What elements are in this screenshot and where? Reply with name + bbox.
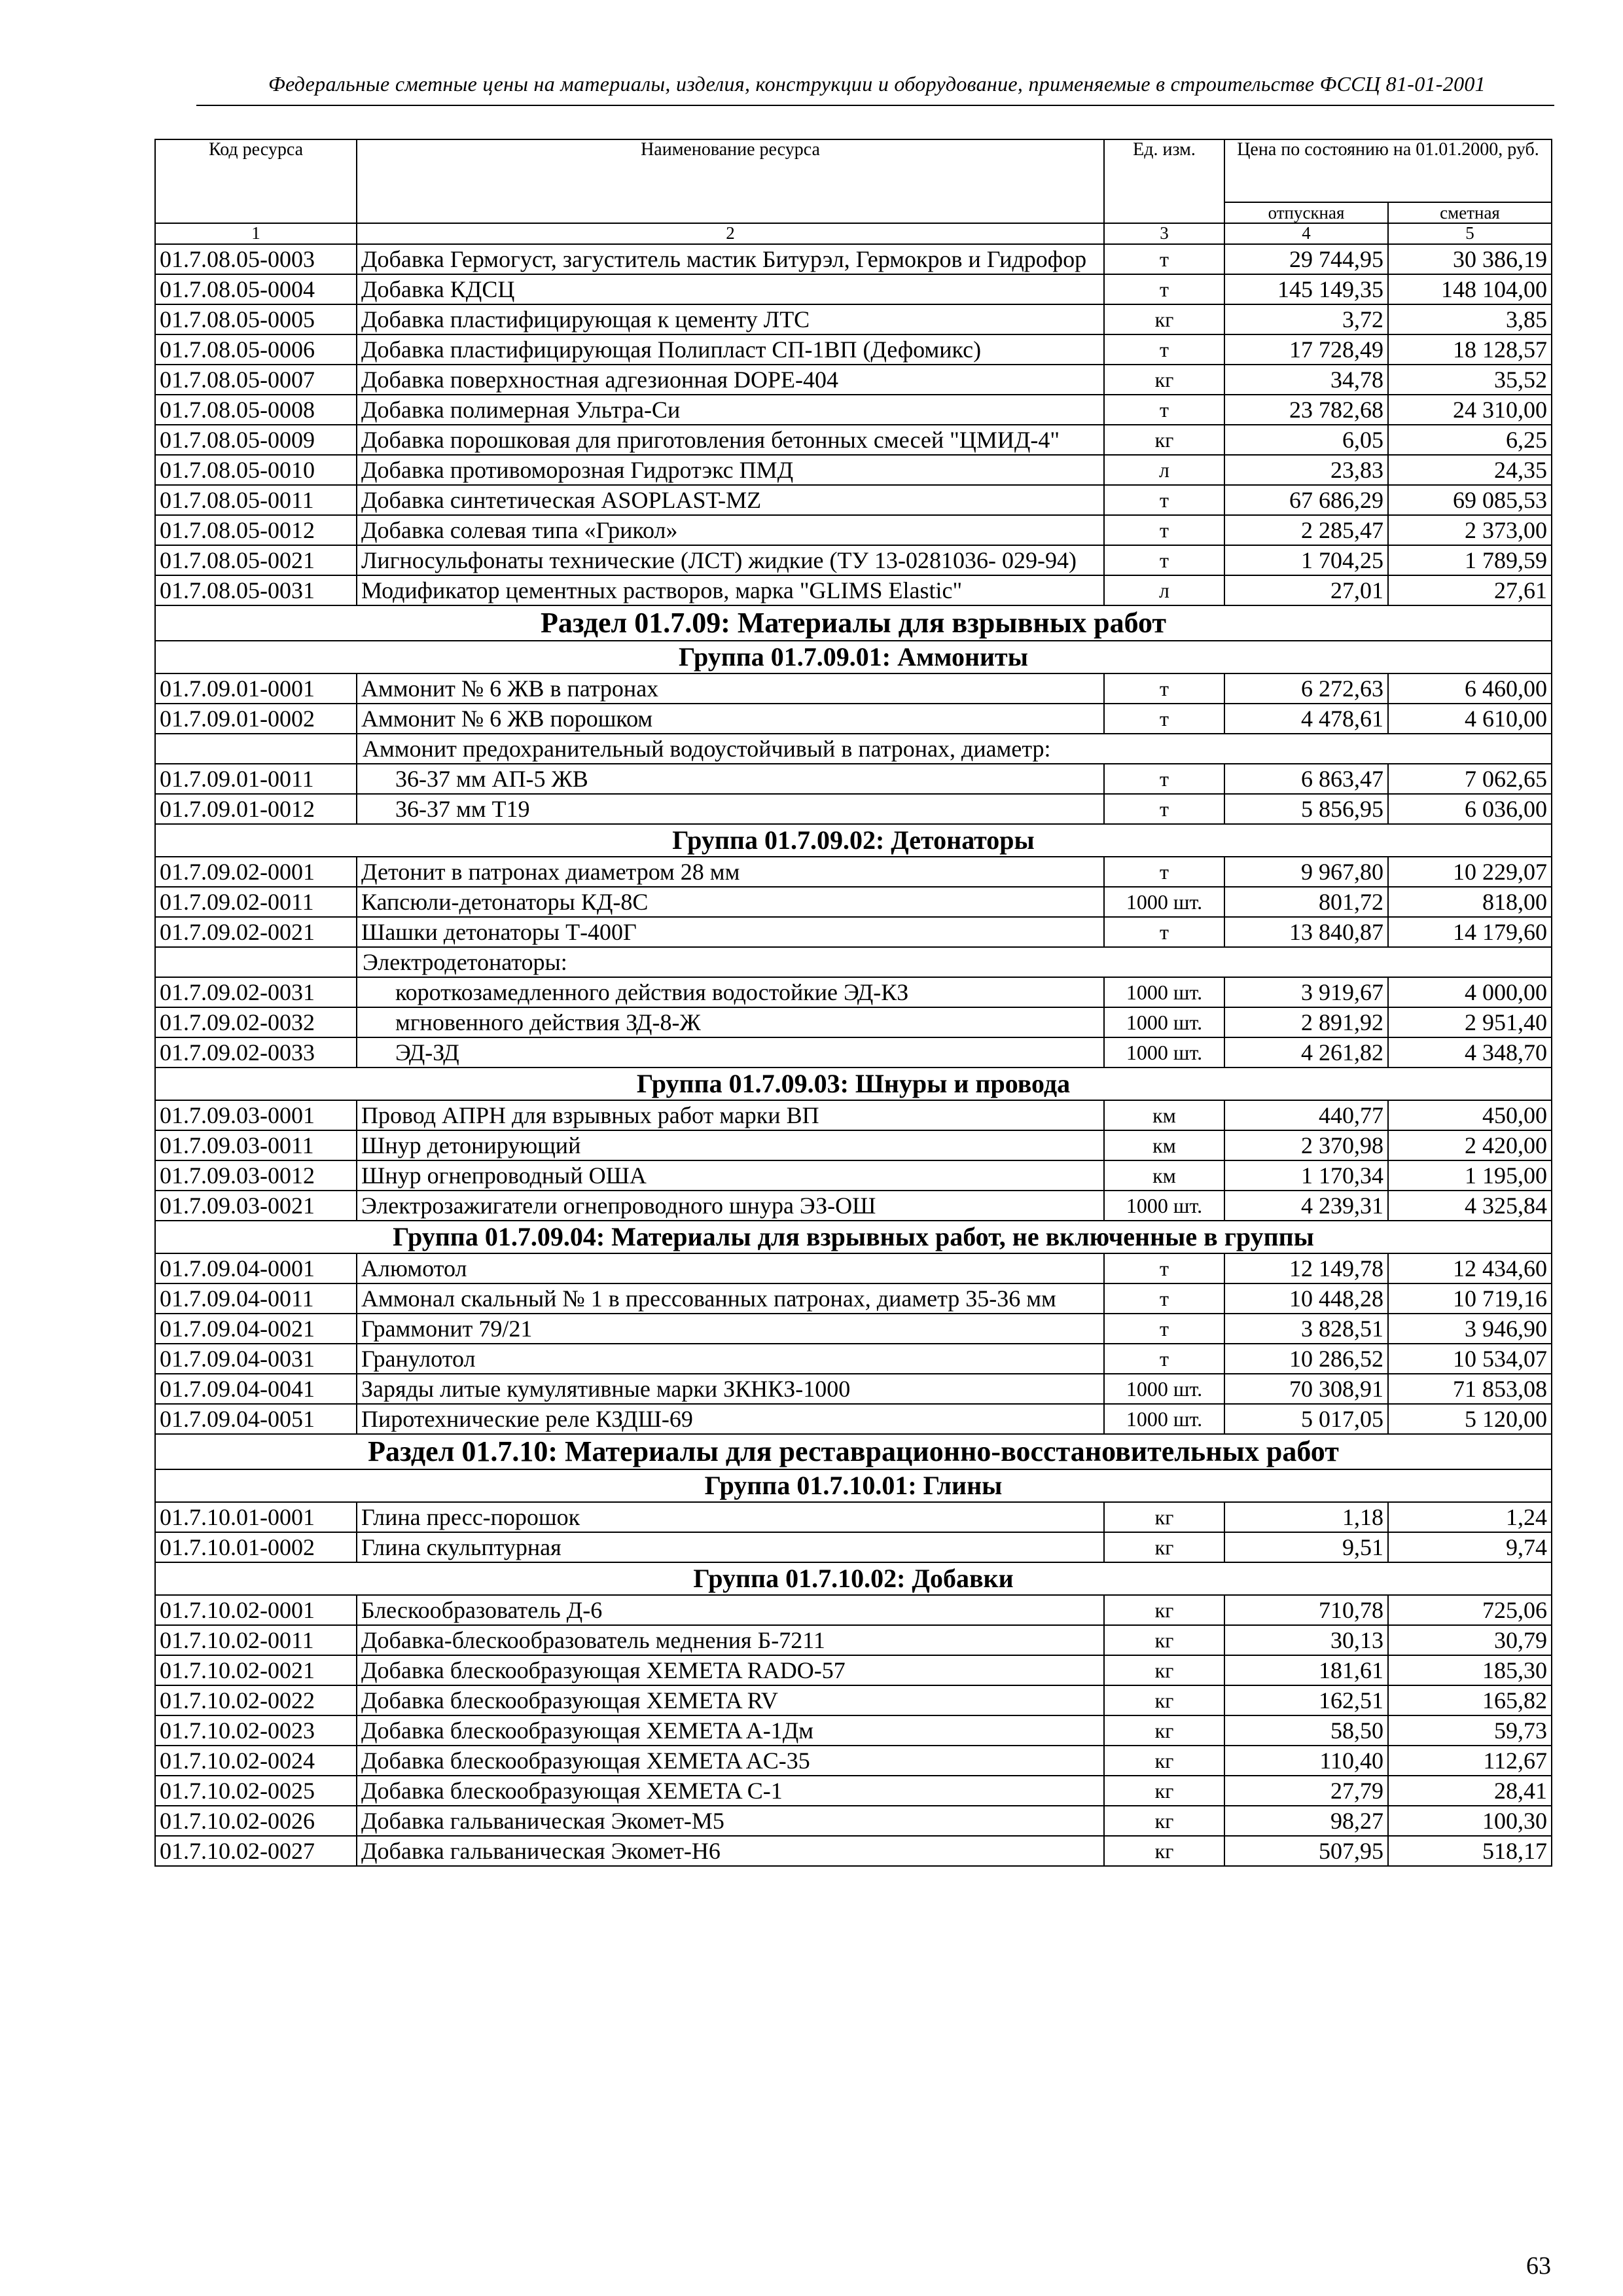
group-row bbox=[155, 641, 1552, 673]
subheading-row bbox=[155, 734, 1552, 764]
page-number: 63 bbox=[1526, 2252, 1551, 2280]
code-cell: 01.7.10.02-0001 bbox=[155, 1595, 357, 1625]
unit-cell: кг bbox=[1104, 1685, 1224, 1715]
price-estimate-cell: 71 853,08 bbox=[1388, 1374, 1552, 1404]
table-row bbox=[155, 1836, 1552, 1866]
table-row bbox=[155, 455, 1552, 485]
table-row bbox=[155, 1283, 1552, 1314]
name-cell: Шашки детонаторы Т-400Г bbox=[357, 917, 1104, 947]
price-wholesale-cell: 1 704,25 bbox=[1224, 545, 1388, 575]
table-row bbox=[155, 1655, 1552, 1685]
price-estimate-cell: 4 325,84 bbox=[1388, 1191, 1552, 1221]
price-estimate-cell: 30 386,19 bbox=[1388, 244, 1552, 274]
table-row bbox=[155, 917, 1552, 947]
name-cell: Пиротехнические реле КЗДШ-69 bbox=[357, 1404, 1104, 1434]
price-wholesale-cell: 9 967,80 bbox=[1224, 857, 1388, 887]
table-row bbox=[155, 1625, 1552, 1655]
column-number: 1 bbox=[155, 223, 357, 244]
table-row bbox=[155, 485, 1552, 515]
section-title: Раздел 01.7.10: Материалы для реставрационно-восстановительных работ bbox=[155, 1434, 1552, 1469]
code-cell: 01.7.09.04-0011 bbox=[155, 1283, 357, 1314]
table-row bbox=[155, 887, 1552, 917]
name-cell: Добавка полимерная Ультра-Си bbox=[357, 395, 1104, 425]
price-estimate-cell: 518,17 bbox=[1388, 1836, 1552, 1866]
name-cell: Добавка синтетическая ASOPLAST-MZ bbox=[357, 485, 1104, 515]
price-estimate-cell: 6 460,00 bbox=[1388, 673, 1552, 704]
code-cell: 01.7.08.05-0010 bbox=[155, 455, 357, 485]
table-row bbox=[155, 1404, 1552, 1434]
table-row bbox=[155, 395, 1552, 425]
table-row bbox=[155, 1746, 1552, 1776]
price-wholesale-cell: 9,51 bbox=[1224, 1532, 1388, 1562]
table-row bbox=[155, 1191, 1552, 1221]
unit-cell: т bbox=[1104, 794, 1224, 824]
price-wholesale-cell: 2 370,98 bbox=[1224, 1130, 1388, 1160]
price-wholesale-cell: 10 448,28 bbox=[1224, 1283, 1388, 1314]
price-estimate-cell: 7 062,65 bbox=[1388, 764, 1552, 794]
unit-cell: т bbox=[1104, 1314, 1224, 1344]
subheading-text: Аммонит предохранительный водоустойчивый в патронах, диаметр: bbox=[357, 734, 1552, 764]
group-row bbox=[155, 824, 1552, 857]
code-cell: 01.7.10.02-0025 bbox=[155, 1776, 357, 1806]
price-estimate-cell: 112,67 bbox=[1388, 1746, 1552, 1776]
price-wholesale-cell: 440,77 bbox=[1224, 1100, 1388, 1130]
name-cell: Добавка пластифицирующая к цементу ЛТС bbox=[357, 304, 1104, 334]
table-row bbox=[155, 1502, 1552, 1532]
code-cell: 01.7.09.04-0001 bbox=[155, 1253, 357, 1283]
name-cell: 36-37 мм АП-5 ЖВ bbox=[357, 764, 1104, 794]
unit-cell: 1000 шт. bbox=[1104, 887, 1224, 917]
name-cell: Шнур детонирующий bbox=[357, 1130, 1104, 1160]
name-cell: Глина скульптурная bbox=[357, 1532, 1104, 1562]
price-wholesale-cell: 801,72 bbox=[1224, 887, 1388, 917]
price-wholesale-cell: 34,78 bbox=[1224, 365, 1388, 395]
price-wholesale-cell: 2 285,47 bbox=[1224, 515, 1388, 545]
code-cell: 01.7.10.02-0023 bbox=[155, 1715, 357, 1746]
name-cell: Добавка гальваническая Экомет-Н6 bbox=[357, 1836, 1104, 1866]
unit-cell: км bbox=[1104, 1130, 1224, 1160]
unit-cell: т bbox=[1104, 244, 1224, 274]
code-cell: 01.7.09.02-0033 bbox=[155, 1037, 357, 1067]
table-row bbox=[155, 334, 1552, 365]
price-wholesale-cell: 58,50 bbox=[1224, 1715, 1388, 1746]
code-cell: 01.7.08.05-0006 bbox=[155, 334, 357, 365]
price-estimate-cell: 18 128,57 bbox=[1388, 334, 1552, 365]
section-row bbox=[155, 1434, 1552, 1469]
name-cell: ЭД-ЗД bbox=[357, 1037, 1104, 1067]
price-estimate-cell: 30,79 bbox=[1388, 1625, 1552, 1655]
column-number: 5 bbox=[1388, 223, 1552, 244]
price-wholesale-cell: 98,27 bbox=[1224, 1806, 1388, 1836]
table-row bbox=[155, 304, 1552, 334]
code-cell: 01.7.09.03-0021 bbox=[155, 1191, 357, 1221]
unit-cell: т bbox=[1104, 704, 1224, 734]
unit-cell: кг bbox=[1104, 1532, 1224, 1562]
price-estimate-cell: 35,52 bbox=[1388, 365, 1552, 395]
column-number: 3 bbox=[1104, 223, 1224, 244]
price-wholesale-cell: 6 863,47 bbox=[1224, 764, 1388, 794]
price-estimate-cell: 1 195,00 bbox=[1388, 1160, 1552, 1191]
column-number: 4 bbox=[1224, 223, 1388, 244]
name-cell: Добавка гальваническая Экомет-М5 bbox=[357, 1806, 1104, 1836]
header-price: Цена по состоянию на 01.01.2000, руб. bbox=[1224, 139, 1552, 202]
name-cell: Глина пресс-порошок bbox=[357, 1502, 1104, 1532]
unit-cell: т bbox=[1104, 274, 1224, 304]
price-estimate-cell: 2 951,40 bbox=[1388, 1007, 1552, 1037]
price-estimate-cell: 59,73 bbox=[1388, 1715, 1552, 1746]
price-wholesale-cell: 4 239,31 bbox=[1224, 1191, 1388, 1221]
header-unit: Ед. изм. bbox=[1104, 139, 1224, 223]
code-cell: 01.7.09.02-0011 bbox=[155, 887, 357, 917]
code-cell: 01.7.09.03-0001 bbox=[155, 1100, 357, 1130]
name-cell: короткозамедленного действия водостойкие ЭД-КЗ bbox=[357, 977, 1104, 1007]
header-rule bbox=[196, 105, 1554, 106]
code-cell: 01.7.10.02-0011 bbox=[155, 1625, 357, 1655]
price-estimate-cell: 69 085,53 bbox=[1388, 485, 1552, 515]
subheading-text: Электродетонаторы: bbox=[357, 947, 1552, 977]
code-cell: 01.7.09.04-0041 bbox=[155, 1374, 357, 1404]
price-wholesale-cell: 17 728,49 bbox=[1224, 334, 1388, 365]
price-wholesale-cell: 145 149,35 bbox=[1224, 274, 1388, 304]
unit-cell: 1000 шт. bbox=[1104, 1404, 1224, 1434]
price-estimate-cell: 10 719,16 bbox=[1388, 1283, 1552, 1314]
unit-cell: кг bbox=[1104, 1625, 1224, 1655]
group-title: Группа 01.7.09.02: Детонаторы bbox=[155, 824, 1552, 857]
name-cell: 36-37 мм Т19 bbox=[357, 794, 1104, 824]
unit-cell: км bbox=[1104, 1100, 1224, 1130]
table-row bbox=[155, 1037, 1552, 1067]
name-cell: Добавка Гермогуст, загуститель мастик Битурэл, Гермокров и Гидрофор bbox=[357, 244, 1104, 274]
price-estimate-cell: 10 534,07 bbox=[1388, 1344, 1552, 1374]
name-cell: Добавка блескообразующая XEMETA RADO-57 bbox=[357, 1655, 1104, 1685]
running-header: Федеральные сметные цены на материалы, изделия, конструкции и оборудование, применяемые в строительстве ФССЦ 81-01-2001 bbox=[268, 72, 1486, 96]
table-row bbox=[155, 1344, 1552, 1374]
table-body bbox=[155, 244, 1552, 1866]
price-estimate-cell: 185,30 bbox=[1388, 1655, 1552, 1685]
table-row bbox=[155, 794, 1552, 824]
code-cell bbox=[155, 947, 357, 977]
group-row bbox=[155, 1469, 1552, 1502]
table-row bbox=[155, 274, 1552, 304]
name-cell: Гранулотол bbox=[357, 1344, 1104, 1374]
unit-cell: 1000 шт. bbox=[1104, 1191, 1224, 1221]
group-title: Группа 01.7.10.01: Глины bbox=[155, 1469, 1552, 1502]
group-title: Группа 01.7.09.04: Материалы для взрывных работ, не включенные в группы bbox=[155, 1221, 1552, 1253]
code-cell: 01.7.09.01-0001 bbox=[155, 673, 357, 704]
table-row bbox=[155, 1532, 1552, 1562]
table-row bbox=[155, 244, 1552, 274]
name-cell: мгновенного действия ЗД-8-Ж bbox=[357, 1007, 1104, 1037]
price-estimate-cell: 5 120,00 bbox=[1388, 1404, 1552, 1434]
unit-cell: т bbox=[1104, 545, 1224, 575]
unit-cell: кг bbox=[1104, 1595, 1224, 1625]
code-cell: 01.7.10.02-0024 bbox=[155, 1746, 357, 1776]
price-estimate-cell: 3 946,90 bbox=[1388, 1314, 1552, 1344]
unit-cell: кг bbox=[1104, 1836, 1224, 1866]
table-row bbox=[155, 977, 1552, 1007]
price-estimate-cell: 1,24 bbox=[1388, 1502, 1552, 1532]
name-cell: Алюмотол bbox=[357, 1253, 1104, 1283]
name-cell: Добавка пластифицирующая Полипласт СП-1ВП (Дефомикс) bbox=[357, 334, 1104, 365]
price-estimate-cell: 165,82 bbox=[1388, 1685, 1552, 1715]
name-cell: Провод АПРН для взрывных работ марки ВП bbox=[357, 1100, 1104, 1130]
price-estimate-cell: 450,00 bbox=[1388, 1100, 1552, 1130]
price-estimate-cell: 6,25 bbox=[1388, 425, 1552, 455]
code-cell: 01.7.09.02-0032 bbox=[155, 1007, 357, 1037]
unit-cell: кг bbox=[1104, 1806, 1224, 1836]
section-row bbox=[155, 605, 1552, 641]
name-cell: Добавка противоморозная Гидротэкс ПМД bbox=[357, 455, 1104, 485]
unit-cell: т bbox=[1104, 1344, 1224, 1374]
name-cell: Добавка блескообразующая XEMETA C-1 bbox=[357, 1776, 1104, 1806]
price-wholesale-cell: 5 017,05 bbox=[1224, 1404, 1388, 1434]
code-cell: 01.7.08.05-0009 bbox=[155, 425, 357, 455]
unit-cell: т bbox=[1104, 334, 1224, 365]
name-cell: Детонит в патронах диаметром 28 мм bbox=[357, 857, 1104, 887]
unit-cell: кг bbox=[1104, 1746, 1224, 1776]
table-row bbox=[155, 425, 1552, 455]
code-cell: 01.7.10.02-0022 bbox=[155, 1685, 357, 1715]
code-cell: 01.7.08.05-0012 bbox=[155, 515, 357, 545]
unit-cell: 1000 шт. bbox=[1104, 1037, 1224, 1067]
price-wholesale-cell: 181,61 bbox=[1224, 1655, 1388, 1685]
name-cell: Добавка блескообразующая XEMETA AC-35 bbox=[357, 1746, 1104, 1776]
price-wholesale-cell: 3,72 bbox=[1224, 304, 1388, 334]
name-cell: Аммонит № 6 ЖВ в патронах bbox=[357, 673, 1104, 704]
price-estimate-cell: 28,41 bbox=[1388, 1776, 1552, 1806]
price-wholesale-cell: 13 840,87 bbox=[1224, 917, 1388, 947]
price-wholesale-cell: 507,95 bbox=[1224, 1836, 1388, 1866]
table-row bbox=[155, 365, 1552, 395]
price-estimate-cell: 1 789,59 bbox=[1388, 545, 1552, 575]
price-estimate-cell: 27,61 bbox=[1388, 575, 1552, 605]
table-row bbox=[155, 764, 1552, 794]
unit-cell: 1000 шт. bbox=[1104, 1007, 1224, 1037]
subheading-row bbox=[155, 947, 1552, 977]
name-cell: Добавка КДСЦ bbox=[357, 274, 1104, 304]
table-row bbox=[155, 1715, 1552, 1746]
price-wholesale-cell: 10 286,52 bbox=[1224, 1344, 1388, 1374]
code-cell: 01.7.09.02-0021 bbox=[155, 917, 357, 947]
price-wholesale-cell: 23,83 bbox=[1224, 455, 1388, 485]
code-cell: 01.7.09.01-0012 bbox=[155, 794, 357, 824]
code-cell: 01.7.08.05-0021 bbox=[155, 545, 357, 575]
name-cell: Добавка порошковая для приготовления бетонных смесей "ЦМИД-4" bbox=[357, 425, 1104, 455]
unit-cell: т bbox=[1104, 764, 1224, 794]
section-title: Раздел 01.7.09: Материалы для взрывных работ bbox=[155, 605, 1552, 641]
unit-cell: км bbox=[1104, 1160, 1224, 1191]
table-row bbox=[155, 1160, 1552, 1191]
price-estimate-cell: 148 104,00 bbox=[1388, 274, 1552, 304]
price-wholesale-cell: 4 261,82 bbox=[1224, 1037, 1388, 1067]
price-wholesale-cell: 3 919,67 bbox=[1224, 977, 1388, 1007]
table-row bbox=[155, 545, 1552, 575]
price-estimate-cell: 9,74 bbox=[1388, 1532, 1552, 1562]
name-cell: Капсюли-детонаторы КД-8С bbox=[357, 887, 1104, 917]
column-number: 2 bbox=[357, 223, 1104, 244]
price-wholesale-cell: 110,40 bbox=[1224, 1746, 1388, 1776]
unit-cell: т bbox=[1104, 395, 1224, 425]
price-wholesale-cell: 5 856,95 bbox=[1224, 794, 1388, 824]
unit-cell: т bbox=[1104, 917, 1224, 947]
table-row bbox=[155, 704, 1552, 734]
unit-cell: т bbox=[1104, 857, 1224, 887]
header-name: Наименование ресурса bbox=[357, 139, 1104, 223]
price-estimate-cell: 2 420,00 bbox=[1388, 1130, 1552, 1160]
unit-cell: л bbox=[1104, 455, 1224, 485]
price-wholesale-cell: 3 828,51 bbox=[1224, 1314, 1388, 1344]
unit-cell: т bbox=[1104, 673, 1224, 704]
price-estimate-cell: 2 373,00 bbox=[1388, 515, 1552, 545]
price-wholesale-cell: 27,79 bbox=[1224, 1776, 1388, 1806]
unit-cell: кг bbox=[1104, 304, 1224, 334]
table-row bbox=[155, 575, 1552, 605]
price-wholesale-cell: 4 478,61 bbox=[1224, 704, 1388, 734]
code-cell: 01.7.09.03-0012 bbox=[155, 1160, 357, 1191]
price-estimate-cell: 24 310,00 bbox=[1388, 395, 1552, 425]
name-cell: Лигносульфонаты технические (ЛСТ) жидкие (ТУ 13-0281036- 029-94) bbox=[357, 545, 1104, 575]
price-estimate-cell: 100,30 bbox=[1388, 1806, 1552, 1836]
table-row bbox=[155, 1806, 1552, 1836]
price-wholesale-cell: 30,13 bbox=[1224, 1625, 1388, 1655]
unit-cell: т bbox=[1104, 1283, 1224, 1314]
unit-cell: кг bbox=[1104, 1776, 1224, 1806]
name-cell: Добавка блескообразующая XEMETA A-1Дм bbox=[357, 1715, 1104, 1746]
code-cell: 01.7.09.04-0031 bbox=[155, 1344, 357, 1374]
table-row bbox=[155, 1007, 1552, 1037]
table-row bbox=[155, 1595, 1552, 1625]
code-cell: 01.7.09.02-0001 bbox=[155, 857, 357, 887]
price-wholesale-cell: 12 149,78 bbox=[1224, 1253, 1388, 1283]
header-price-estimate: сметная bbox=[1388, 202, 1552, 223]
code-cell: 01.7.10.02-0021 bbox=[155, 1655, 357, 1685]
header-price-wholesale: отпускная bbox=[1224, 202, 1388, 223]
price-estimate-cell: 3,85 bbox=[1388, 304, 1552, 334]
code-cell: 01.7.10.02-0027 bbox=[155, 1836, 357, 1866]
price-estimate-cell: 10 229,07 bbox=[1388, 857, 1552, 887]
price-wholesale-cell: 162,51 bbox=[1224, 1685, 1388, 1715]
name-cell: Добавка поверхностная адгезионная DOPE-404 bbox=[357, 365, 1104, 395]
name-cell: Блескообразователь Д-6 bbox=[357, 1595, 1104, 1625]
code-cell: 01.7.08.05-0005 bbox=[155, 304, 357, 334]
price-wholesale-cell: 1,18 bbox=[1224, 1502, 1388, 1532]
code-cell: 01.7.09.01-0011 bbox=[155, 764, 357, 794]
unit-cell: кг bbox=[1104, 365, 1224, 395]
price-estimate-cell: 4 610,00 bbox=[1388, 704, 1552, 734]
unit-cell: т bbox=[1104, 1253, 1224, 1283]
price-table bbox=[154, 139, 1552, 1867]
group-title: Группа 01.7.09.01: Аммониты bbox=[155, 641, 1552, 673]
table-row bbox=[155, 1253, 1552, 1283]
name-cell: Шнур огнепроводный ОША bbox=[357, 1160, 1104, 1191]
unit-cell: кг bbox=[1104, 1715, 1224, 1746]
code-cell: 01.7.08.05-0007 bbox=[155, 365, 357, 395]
price-wholesale-cell: 6,05 bbox=[1224, 425, 1388, 455]
code-cell bbox=[155, 734, 357, 764]
group-title: Группа 01.7.09.03: Шнуры и провода bbox=[155, 1067, 1552, 1100]
price-wholesale-cell: 710,78 bbox=[1224, 1595, 1388, 1625]
unit-cell: 1000 шт. bbox=[1104, 1374, 1224, 1404]
price-wholesale-cell: 2 891,92 bbox=[1224, 1007, 1388, 1037]
table-row bbox=[155, 673, 1552, 704]
price-wholesale-cell: 29 744,95 bbox=[1224, 244, 1388, 274]
unit-cell: л bbox=[1104, 575, 1224, 605]
unit-cell: т bbox=[1104, 515, 1224, 545]
code-cell: 01.7.08.05-0011 bbox=[155, 485, 357, 515]
table-header bbox=[155, 139, 1552, 244]
code-cell: 01.7.09.04-0021 bbox=[155, 1314, 357, 1344]
header-code: Код ресурса bbox=[155, 139, 357, 223]
group-row bbox=[155, 1562, 1552, 1595]
group-title: Группа 01.7.10.02: Добавки bbox=[155, 1562, 1552, 1595]
name-cell: Добавка-блескообразователь меднения Б-7211 bbox=[357, 1625, 1104, 1655]
name-cell: Аммонал скальный № 1 в прессованных патронах, диаметр 35-36 мм bbox=[357, 1283, 1104, 1314]
code-cell: 01.7.10.01-0002 bbox=[155, 1532, 357, 1562]
price-estimate-cell: 4 000,00 bbox=[1388, 977, 1552, 1007]
table-row bbox=[155, 1776, 1552, 1806]
table-row bbox=[155, 1685, 1552, 1715]
table-row bbox=[155, 857, 1552, 887]
price-estimate-cell: 12 434,60 bbox=[1388, 1253, 1552, 1283]
price-wholesale-cell: 70 308,91 bbox=[1224, 1374, 1388, 1404]
price-estimate-cell: 14 179,60 bbox=[1388, 917, 1552, 947]
code-cell: 01.7.09.02-0031 bbox=[155, 977, 357, 1007]
price-wholesale-cell: 27,01 bbox=[1224, 575, 1388, 605]
table-row bbox=[155, 1100, 1552, 1130]
price-wholesale-cell: 6 272,63 bbox=[1224, 673, 1388, 704]
code-cell: 01.7.08.05-0004 bbox=[155, 274, 357, 304]
price-wholesale-cell: 1 170,34 bbox=[1224, 1160, 1388, 1191]
price-estimate-cell: 6 036,00 bbox=[1388, 794, 1552, 824]
code-cell: 01.7.09.03-0011 bbox=[155, 1130, 357, 1160]
name-cell: Электрозажигатели огнепроводного шнура ЭЗ-ОШ bbox=[357, 1191, 1104, 1221]
code-cell: 01.7.09.01-0002 bbox=[155, 704, 357, 734]
price-estimate-cell: 4 348,70 bbox=[1388, 1037, 1552, 1067]
table-row bbox=[155, 1374, 1552, 1404]
code-cell: 01.7.10.02-0026 bbox=[155, 1806, 357, 1836]
unit-cell: кг bbox=[1104, 1655, 1224, 1685]
price-estimate-cell: 725,06 bbox=[1388, 1595, 1552, 1625]
name-cell: Добавка солевая типа «Грикол» bbox=[357, 515, 1104, 545]
code-cell: 01.7.08.05-0008 bbox=[155, 395, 357, 425]
price-estimate-cell: 24,35 bbox=[1388, 455, 1552, 485]
code-cell: 01.7.08.05-0031 bbox=[155, 575, 357, 605]
name-cell: Аммонит № 6 ЖВ порошком bbox=[357, 704, 1104, 734]
table-row bbox=[155, 1314, 1552, 1344]
name-cell: Заряды литые кумулятивные марки ЗКНКЗ-1000 bbox=[357, 1374, 1104, 1404]
price-wholesale-cell: 23 782,68 bbox=[1224, 395, 1388, 425]
table-row bbox=[155, 515, 1552, 545]
group-row bbox=[155, 1067, 1552, 1100]
table-row bbox=[155, 1130, 1552, 1160]
unit-cell: кг bbox=[1104, 425, 1224, 455]
group-row bbox=[155, 1221, 1552, 1253]
code-cell: 01.7.08.05-0003 bbox=[155, 244, 357, 274]
code-cell: 01.7.09.04-0051 bbox=[155, 1404, 357, 1434]
name-cell: Добавка блескообразующая XEMETA RV bbox=[357, 1685, 1104, 1715]
price-estimate-cell: 818,00 bbox=[1388, 887, 1552, 917]
name-cell: Граммонит 79/21 bbox=[357, 1314, 1104, 1344]
unit-cell: т bbox=[1104, 485, 1224, 515]
unit-cell: 1000 шт. bbox=[1104, 977, 1224, 1007]
code-cell: 01.7.10.01-0001 bbox=[155, 1502, 357, 1532]
price-wholesale-cell: 67 686,29 bbox=[1224, 485, 1388, 515]
name-cell: Модификатор цементных растворов, марка "GLIMS Elastic" bbox=[357, 575, 1104, 605]
unit-cell: кг bbox=[1104, 1502, 1224, 1532]
